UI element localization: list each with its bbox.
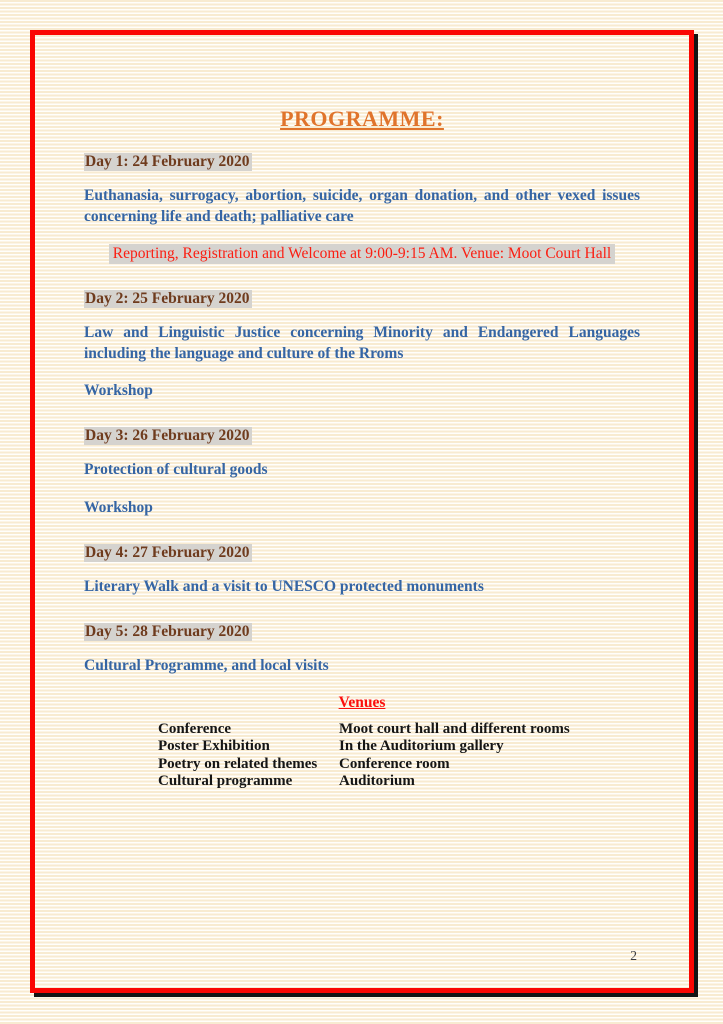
day-2-section [84,289,640,401]
page-border-frame [30,30,694,993]
day-1-description: Euthanasia, surrogacy, abortion, suicide, organ donation, and other vexed issues concerning life and death; palliative care [84,187,640,225]
day-4-heading-highlight: Day 4: 27 February 2020 [84,544,252,562]
day-3-section [84,426,640,518]
day-4-description: Literary Walk and a visit to UNESCO protected monuments [84,577,484,595]
day-2-heading-highlight: Day 2: 25 February 2020 [84,290,252,308]
day-5-section [84,622,640,677]
day-5-description: Cultural Programme, and local visits [84,657,329,674]
venue-place: Conference room [339,755,450,772]
venue-event: Conference [158,720,232,737]
day-2-activity: Workshop [84,382,153,399]
day-1-note-highlight: Reporting, Registration and Welcome at 9:00-9:15 AM. Venue: Moot Court Hall [109,244,615,264]
day-5-heading-highlight: Day 5: 28 February 2020 [84,623,252,641]
venue-place: In the Auditorium gallery [339,738,504,754]
day-4-heading [84,543,640,563]
venue-place: Auditorium [339,773,415,789]
day-4-section [84,543,640,598]
day-3-activity: Workshop [84,498,153,516]
page-number: 2 [630,948,637,963]
day-2-heading [84,289,640,309]
venue-event: Poster Exhibition [158,738,270,754]
day-1-heading-highlight: Day 1: 24 February 2020 [84,153,252,171]
page-content [35,35,689,791]
day-1-note [84,244,640,264]
venue-row [158,773,640,791]
venue-event: Poetry on related themes [158,755,318,772]
day-2-description: Law and Linguistic Justice concerning Minority and Endangered Languages including the language and culture of the Rroms [84,324,640,362]
day-3-heading-highlight: Day 3: 26 February 2020 [84,427,252,445]
venue-row [158,756,640,774]
page-title: PROGRAMME: [280,106,444,131]
venues-heading: Venues [338,693,386,711]
venues-section [84,694,640,791]
day-5-heading [84,622,640,642]
day-3-heading [84,426,640,446]
day-1-section [84,152,640,264]
venue-row [158,738,640,756]
venue-place: Moot court hall and different rooms [339,720,570,737]
venue-row [158,721,640,739]
day-1-heading [84,152,640,172]
venue-event: Cultural programme [158,773,293,789]
venues-table [158,721,640,791]
day-3-description: Protection of cultural goods [84,461,268,478]
